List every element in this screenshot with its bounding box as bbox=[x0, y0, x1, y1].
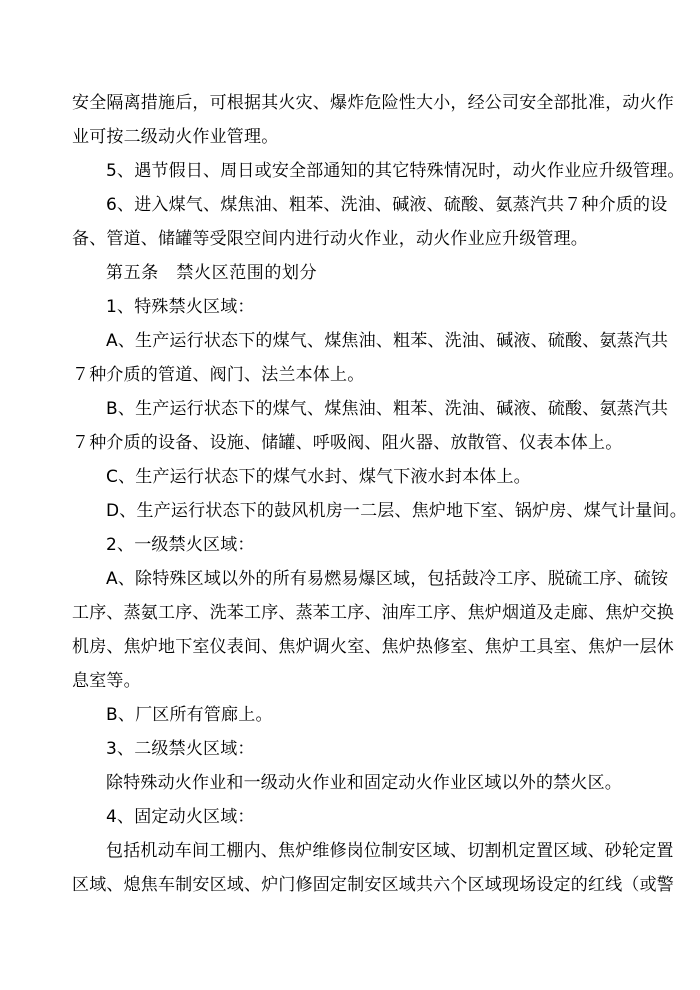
text-line: D、生产运行状态下的鼓风机房一二层、焦炉地下室、锅炉房、煤气计量间。 bbox=[106, 501, 687, 521]
text-line: C、生产运行状态下的煤气水封、煤气下液水封本体上。 bbox=[106, 467, 531, 487]
text-line: 6、进入煤气、煤焦油、粗苯、洗油、碱液、硫酸、氨蒸汽共７种介质的设 bbox=[106, 195, 668, 215]
text-line: 2、一级禁火区域： bbox=[106, 535, 255, 555]
section-heading: 第五条 禁火区范围的划分 bbox=[106, 263, 318, 283]
text-line: 备、管道、储罐等受限空间内进行动火作业，动火作业应升级管理。 bbox=[72, 229, 588, 249]
text-line: 5、遇节假日、周日或安全部通知的其它特殊情况时，动火作业应升级管理。 bbox=[106, 161, 685, 181]
text-line: ７种介质的设备、设施、储罐、呼吸阀、阻火器、放散管、仪表本体上。 bbox=[72, 433, 623, 453]
text-line: 机房、焦炉地下室仪表间、焦炉调火室、焦炉热修室、焦炉工具室、焦炉一层休 bbox=[72, 637, 674, 657]
text-line: A、除特殊区域以外的所有易燃易爆区域，包括鼓冷工序、脱硫工序、硫铵 bbox=[106, 569, 669, 589]
text-line: A、生产运行状态下的煤气、煤焦油、粗苯、洗油、碱液、硫酸、氨蒸汽共 bbox=[106, 331, 669, 351]
text-line: 安全隔离措施后，可根据其火灾、爆炸危险性大小，经公司安全部批准，动火作 bbox=[72, 93, 674, 113]
text-line: 息室等。 bbox=[72, 671, 141, 691]
text-line: 1、特殊禁火区域： bbox=[106, 297, 255, 317]
text-line: 区域、熄焦车制安区域、炉门修固定制安区域共六个区域现场设定的红线（或警 bbox=[72, 875, 674, 895]
text-line: 3、二级禁火区域： bbox=[106, 739, 255, 759]
text-line: 工序、蒸氨工序、洗苯工序、蒸苯工序、油库工序、焦炉烟道及走廊、焦炉交换 bbox=[72, 603, 674, 623]
text-line: 业可按二级动火作业管理。 bbox=[72, 127, 279, 147]
text-line: ７种介质的管道、阀门、法兰本体上。 bbox=[72, 365, 365, 385]
text-line: 4、固定动火区域： bbox=[106, 807, 255, 827]
text-line: B、生产运行状态下的煤气、煤焦油、粗苯、洗油、碱液、硫酸、氨蒸汽共 bbox=[106, 399, 669, 419]
text-line: B、厂区所有管廊上。 bbox=[106, 705, 273, 725]
text-line: 除特殊动火作业和一级动火作业和固定动火作业区域以外的禁火区。 bbox=[106, 773, 622, 793]
text-line: 包括机动车间工棚内、焦炉维修岗位制安区域、切割机定置区域、砂轮定置 bbox=[106, 841, 674, 861]
